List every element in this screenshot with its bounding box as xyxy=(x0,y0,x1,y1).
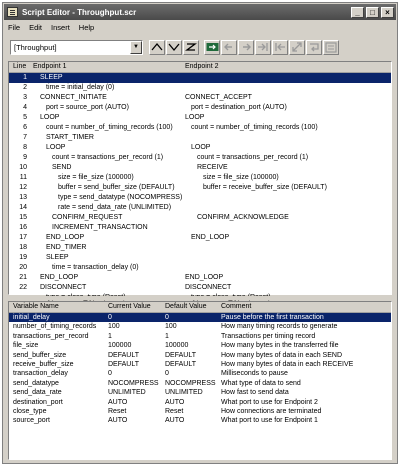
line-number: 19 xyxy=(19,254,27,261)
script-editor-icon xyxy=(7,7,18,17)
line-number: 7 xyxy=(23,134,27,141)
script-header xyxy=(9,62,391,73)
line-number: 21 xyxy=(19,274,27,281)
script-row[interactable] xyxy=(9,203,391,213)
script-row[interactable] xyxy=(9,113,391,123)
script-row[interactable] xyxy=(9,273,391,283)
variable-name: send_data_rate xyxy=(13,389,62,397)
script-row[interactable] xyxy=(9,243,391,253)
current-value: DEFAULT xyxy=(108,351,139,359)
menu-insert[interactable]: Insert xyxy=(51,23,70,32)
outdent-button[interactable] xyxy=(272,40,288,55)
variable-comment: Pause before the first transaction xyxy=(221,314,324,321)
header-comment[interactable]: Comment xyxy=(221,303,252,310)
header-endpoint-2[interactable]: Endpoint 2 xyxy=(185,63,219,70)
variable-row[interactable] xyxy=(9,322,391,331)
flip-button[interactable] xyxy=(289,40,305,55)
current-value: 0 xyxy=(108,370,112,378)
indent-button[interactable] xyxy=(255,40,271,55)
move-right-icon xyxy=(240,42,252,52)
endpoint-1-command: START_TIMER xyxy=(46,134,94,141)
endpoint-1-command: DISCONNECT xyxy=(40,284,87,291)
window-title: Script Editor - Throughput.scr xyxy=(22,7,137,17)
wrap-button[interactable] xyxy=(306,40,322,55)
variable-name: file_size xyxy=(13,342,39,350)
variable-comment: Milliseconds to pause xyxy=(221,370,288,378)
line-number: 2 xyxy=(23,84,27,91)
variable-row[interactable] xyxy=(9,341,391,350)
script-select-value: [Throughput] xyxy=(14,42,57,52)
wrap-icon xyxy=(308,42,320,52)
variable-name: initial_delay xyxy=(13,314,50,321)
toolbar xyxy=(4,36,396,58)
title-bar xyxy=(4,4,396,20)
move-left-icon xyxy=(223,42,235,52)
script-row[interactable] xyxy=(9,283,391,293)
variable-name: receive_buffer_size xyxy=(13,360,74,368)
default-value: 1 xyxy=(165,332,169,340)
move-right-button[interactable] xyxy=(238,40,254,55)
variable-comment: How fast to send data xyxy=(221,389,289,397)
endpoint-2-command: LOOP xyxy=(191,144,211,151)
variable-name: number_of_timing_records xyxy=(13,323,97,331)
endpoint-1-command: LOOP xyxy=(46,144,66,151)
default-value: AUTO xyxy=(165,417,185,425)
endpoint-1-command: SLEEP xyxy=(40,74,63,81)
endpoint-2-command: buffer = receive_buffer_size (DEFAULT) xyxy=(203,184,327,191)
script-rows xyxy=(9,73,391,303)
variable-comment: What type of data to send xyxy=(221,379,301,387)
variables-pane[interactable] xyxy=(8,301,392,460)
move-left-button[interactable] xyxy=(221,40,237,55)
endpoint-2-command: port = destination_port (AUTO) xyxy=(191,104,287,111)
close-button[interactable]: × xyxy=(381,7,394,18)
endpoint-2-command: CONNECT_ACCEPT xyxy=(185,94,252,101)
menu-edit[interactable]: Edit xyxy=(29,23,43,32)
endpoint-2-command: CONFIRM_ACKNOWLEDGE xyxy=(197,214,289,221)
current-value: 1 xyxy=(108,332,112,340)
variable-comment: How many timing records to generate xyxy=(221,323,338,331)
current-value: AUTO xyxy=(108,398,128,406)
current-value: 100 xyxy=(108,323,120,331)
current-value: DEFAULT xyxy=(108,360,139,368)
default-value: 0 xyxy=(165,370,169,378)
line-number: 13 xyxy=(19,194,27,201)
default-value: AUTO xyxy=(165,398,185,406)
outdent-icon xyxy=(274,42,286,52)
variable-comment: What port to use for Endpoint 2 xyxy=(221,398,318,406)
line-number: 3 xyxy=(23,94,27,101)
line-number: 16 xyxy=(19,224,27,231)
default-value: Reset xyxy=(165,407,184,415)
script-row[interactable] xyxy=(9,253,391,263)
variables-header xyxy=(9,302,391,313)
minimize-button[interactable]: _ xyxy=(351,7,364,18)
variable-row[interactable] xyxy=(9,369,391,378)
endpoint-2-command: RECEIVE xyxy=(197,164,228,171)
variable-row[interactable] xyxy=(9,388,391,397)
script-row[interactable] xyxy=(9,133,391,143)
line-number: 4 xyxy=(23,104,27,111)
header-current-value[interactable]: Current Value xyxy=(108,303,151,310)
line-number: 22 xyxy=(19,284,27,291)
chevron-down-icon[interactable]: ▼ xyxy=(130,41,142,54)
script-row[interactable] xyxy=(9,173,391,183)
line-number: 17 xyxy=(19,234,27,241)
script-row[interactable] xyxy=(9,213,391,223)
script-pane[interactable] xyxy=(8,61,392,295)
endpoint-2-command: END_LOOP xyxy=(191,234,230,241)
line-number: 12 xyxy=(19,184,27,191)
line-number: 15 xyxy=(19,214,27,221)
endpoint-1-command: time = initial_delay (0) xyxy=(46,84,115,91)
endpoint-2-command: count = transactions_per_record (1) xyxy=(197,154,309,161)
variable-name: transaction_delay xyxy=(13,370,68,378)
variable-row[interactable] xyxy=(9,351,391,360)
default-value: UNLIMITED xyxy=(165,389,203,397)
script-row[interactable] xyxy=(9,223,391,233)
variable-comment: How many bytes of data in each RECEIVE xyxy=(221,360,354,368)
script-row[interactable] xyxy=(9,123,391,133)
line-number: 1 xyxy=(23,74,27,81)
variable-row[interactable] xyxy=(9,360,391,369)
variable-row[interactable] xyxy=(9,313,391,322)
script-row[interactable] xyxy=(9,183,391,193)
variable-comment: Transactions per timing record xyxy=(221,332,316,340)
flip-icon xyxy=(291,41,303,53)
endpoint-1-command: CONFIRM_REQUEST xyxy=(52,214,123,221)
swap-button[interactable] xyxy=(183,40,199,55)
variable-rows xyxy=(9,313,391,426)
script-row[interactable] xyxy=(9,193,391,203)
script-row[interactable] xyxy=(9,143,391,153)
arrow-down-icon xyxy=(168,42,180,52)
properties-button[interactable] xyxy=(323,40,339,55)
variable-row[interactable] xyxy=(9,398,391,407)
endpoint-1-command: time = transaction_delay (0) xyxy=(52,264,139,271)
endpoint-1-command: END_LOOP xyxy=(46,234,85,241)
line-number: 11 xyxy=(19,174,27,181)
script-row[interactable] xyxy=(9,153,391,163)
header-variable-name[interactable]: Variable Name xyxy=(13,303,59,310)
current-value: 100000 xyxy=(108,342,132,350)
endpoint-1-command: type = send_datatype (NOCOMPRESS) xyxy=(58,194,183,201)
variable-row[interactable] xyxy=(9,379,391,388)
line-number: 14 xyxy=(19,204,27,211)
insert-icon xyxy=(206,42,219,52)
variable-name: source_port xyxy=(13,417,50,425)
move-down-button[interactable] xyxy=(166,40,182,55)
endpoint-1-command: count = number_of_timing_records (100) xyxy=(46,124,173,131)
default-value: 100 xyxy=(165,323,177,331)
script-row[interactable] xyxy=(9,83,391,93)
variable-name: send_datatype xyxy=(13,379,59,387)
script-row[interactable] xyxy=(9,73,391,83)
variable-comment: How many bytes in the transferred file xyxy=(221,342,339,350)
default-value: DEFAULT xyxy=(165,360,196,368)
variable-row[interactable] xyxy=(9,416,391,425)
pane-splitter[interactable] xyxy=(8,296,392,300)
menu-help[interactable]: Help xyxy=(78,23,95,32)
current-value: UNLIMITED xyxy=(108,389,146,397)
endpoint-2-command: DISCONNECT xyxy=(185,284,232,291)
endpoint-1-command: buffer = send_buffer_size (DEFAULT) xyxy=(58,184,175,191)
variable-name: destination_port xyxy=(13,398,63,406)
menu-file[interactable]: File xyxy=(8,23,21,32)
endpoint-1-command: END_LOOP xyxy=(40,274,79,281)
header-line[interactable]: Line xyxy=(13,63,27,70)
move-up-button[interactable] xyxy=(149,40,165,55)
script-row[interactable] xyxy=(9,163,391,173)
variable-comment: How many bytes of data in each SEND xyxy=(221,351,343,359)
script-row[interactable] xyxy=(9,103,391,113)
endpoint-1-command: CONNECT_INITIATE xyxy=(40,94,107,101)
script-row[interactable] xyxy=(9,93,391,103)
variable-row[interactable] xyxy=(9,407,391,416)
endpoint-1-command: count = transactions_per_record (1) xyxy=(52,154,164,161)
endpoint-1-command: LOOP xyxy=(40,114,60,121)
line-number: 10 xyxy=(19,164,27,171)
line-number: 6 xyxy=(23,124,27,131)
endpoint-1-command: INCREMENT_TRANSACTION xyxy=(52,224,148,231)
default-value: 0 xyxy=(165,314,169,321)
default-value: NOCOMPRESS xyxy=(165,379,216,387)
endpoint-2-command: END_LOOP xyxy=(185,274,224,281)
properties-icon xyxy=(325,42,337,53)
endpoint-1-command: SLEEP xyxy=(46,254,69,261)
variable-name: transactions_per_record xyxy=(13,332,89,340)
indent-icon xyxy=(257,42,269,52)
endpoint-2-command: size = file_size (100000) xyxy=(203,174,279,181)
header-endpoint-1[interactable]: Endpoint 1 xyxy=(33,63,67,70)
swap-icon xyxy=(185,41,197,53)
endpoint-1-command: rate = send_data_rate (UNLIMITED) xyxy=(58,204,172,211)
line-number: 20 xyxy=(19,264,27,271)
menu-bar xyxy=(4,21,396,34)
maximize-button[interactable]: □ xyxy=(366,7,379,18)
line-number: 9 xyxy=(23,154,27,161)
arrow-up-icon xyxy=(151,42,163,52)
endpoint-1-command: size = file_size (100000) xyxy=(58,174,134,181)
script-row[interactable] xyxy=(9,263,391,273)
current-value: NOCOMPRESS xyxy=(108,379,159,387)
endpoint-1-command: port = source_port (AUTO) xyxy=(46,104,129,111)
variable-name: send_buffer_size xyxy=(13,351,67,359)
variable-row[interactable] xyxy=(9,332,391,341)
endpoint-1-command: SEND xyxy=(52,164,72,171)
default-value: 100000 xyxy=(165,342,189,350)
current-value: 0 xyxy=(108,314,112,321)
variable-name: close_type xyxy=(13,407,47,415)
script-row[interactable] xyxy=(9,233,391,243)
line-number: 18 xyxy=(19,244,27,251)
current-value: Reset xyxy=(108,407,127,415)
line-number: 5 xyxy=(23,114,27,121)
endpoint-2-command: count = number_of_timing_records (100) xyxy=(191,124,318,131)
variable-comment: What port to use for Endpoint 1 xyxy=(221,417,318,425)
script-editor-window xyxy=(2,2,398,464)
endpoint-1-command: END_TIMER xyxy=(46,244,87,251)
script-select[interactable] xyxy=(10,40,143,55)
current-value: AUTO xyxy=(108,417,128,425)
header-default-value[interactable]: Default Value xyxy=(165,303,207,310)
default-value: DEFAULT xyxy=(165,351,196,359)
insert-button[interactable] xyxy=(204,40,220,55)
endpoint-2-command: LOOP xyxy=(185,114,205,121)
line-number: 8 xyxy=(23,144,27,151)
variable-comment: How connections are terminated xyxy=(221,407,322,415)
